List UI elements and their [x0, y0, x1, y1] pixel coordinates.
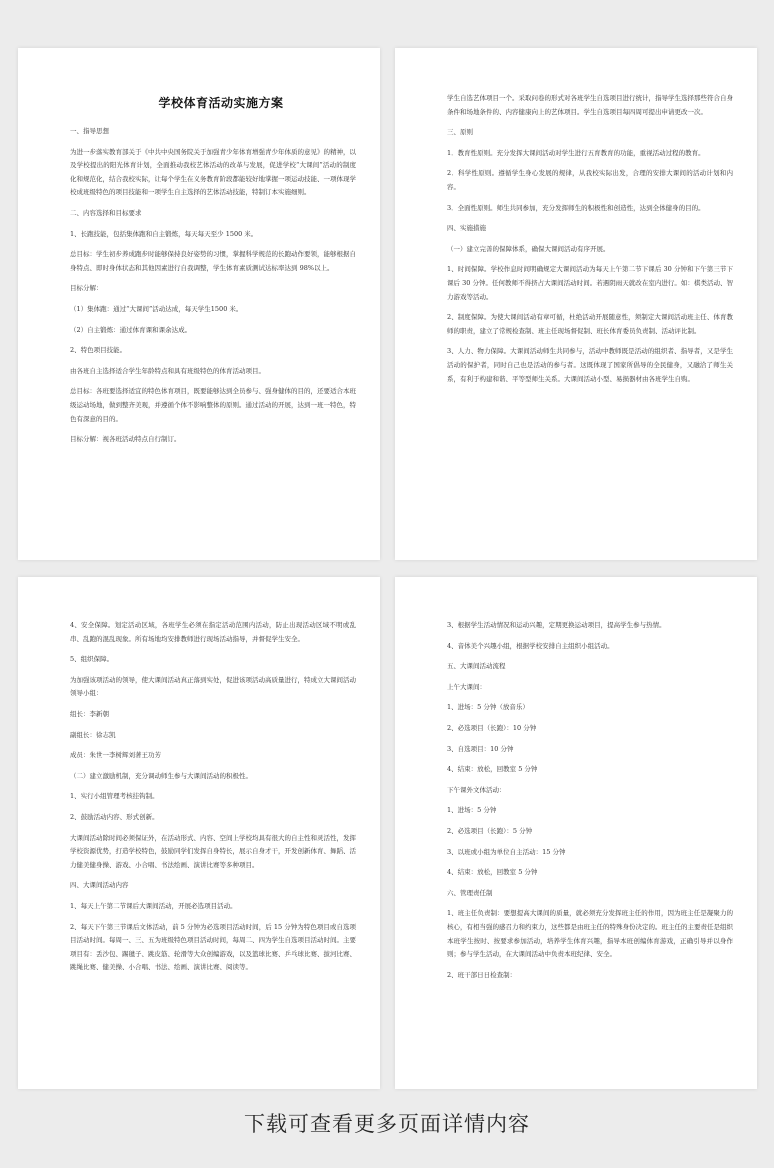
paragraph: 4、安全保障。划定活动区域，各班学生必须在指定活动范围内活动，防止出现活动区域不明或乱串、乱跑的混乱现象。所有场地均安排教师进行现场活动指导，并督促学生安全。	[70, 621, 356, 643]
paragraph: 上午大课间：	[447, 682, 486, 691]
paragraph: 3、根据学生活动情况和运动兴趣，定期更换运动项目，提高学生参与热情。	[447, 621, 666, 629]
paragraph: 五、大课间活动流程	[447, 662, 506, 671]
paragraph: 六、管理责任制	[447, 888, 493, 897]
paragraph: 三、原则	[447, 128, 473, 137]
paragraph: 四、实施措施	[447, 224, 486, 233]
document-title: 学校体育活动实施方案	[158, 96, 284, 110]
paragraph: 3、人力、物力保障。大课间活动师生共同参与，活动中教师既是活动的组织者、指导者，又是学生活动的保护者，同时自己也是活动的参与者。这既体现了国家所倡导的全民健身，又融洽了师生关系，有利于构建和谐、平等型师生关系。大课间活动小型、易损器材由各班学生自购。	[447, 347, 733, 383]
paragraph: 目标分解：	[70, 284, 103, 293]
paragraph: 由各班自主选择适合学生年龄特点和具有班级特色的体育活动项目。	[70, 366, 265, 375]
paragraph: 2、鼓励活动内容、形式创新。	[70, 812, 159, 821]
paragraph: 1、实行小组管理考核挂钩制。	[70, 792, 159, 801]
paragraph: 2．科学性原则。遵循学生身心发展的规律，从我校实际出发，合理的安排大课间的活动计划和内容。	[447, 169, 733, 191]
paragraph: （2）自主锻炼：通过体育课和课余达成。	[70, 325, 192, 334]
document-page-2	[395, 48, 757, 560]
paragraph: 2、每天下午第三节课后文体活动，前 5 分钟为必选项目活动时间，后 15 分钟为特色项目或自选项目活动时间。每周一、三、五为班级特色项目活动时间，每周二、四为学生自选项目活动时间。主要项目有：丢沙包、踢毽子、跳皮筋、轮滑等大众创编游戏，以及篮球比赛、乒乓球比赛、拔河比赛、跳绳比赛、健美操、小合唱、书法、绘画、演讲比赛、阅读等。	[70, 922, 356, 972]
paragraph: 1、进场：5 分钟（放音乐）	[447, 703, 529, 712]
paragraph: 副组长：徐志凯	[70, 730, 116, 739]
paragraph: 1、长跑技能，包括集体跑和自主锻炼，每天每天至少 1500 米。	[70, 229, 258, 238]
paragraph: 一、指导思想	[70, 127, 109, 135]
paragraph: 为进一步落实教育部关于《中共中央国务院关于加强青少年体育增强青少年体质的意见》的精神，以及学校提出的阳光体育计划，全面推动我校艺体活动的改革与发展，促进学校“大课间”活动的制度化和规范化，结合我校实际，让每个学生在义务教育阶段都能较好地掌握一项运动技能、一项体现学校成班级特色的项目技能和一项学生自主选择的艺体活动技能，特制订本实施细则。	[70, 147, 356, 197]
paragraph: 2、特色项目技能。	[70, 346, 127, 355]
download-prompt[interactable]: 下载可查看更多页面详情内容	[244, 1112, 530, 1136]
paragraph: 3、以班或小组为单位自主活动：15 分钟	[447, 847, 566, 856]
paragraph: 2、制度保障。为使大课间活动有章可循，杜绝活动开展随意性，须制定大课间活动班主任、体育教师的职责，建立了常规检查制、班主任现场督促制、班长体育委员负责制、活动评比制。	[447, 313, 733, 335]
paragraph: 为加强该项活动的领导，使大课间活动真正落到实处，促进该项活动高质量进行，特成立大课间活动领导小组：	[70, 675, 356, 698]
paragraph: 1、进场：5 分钟	[447, 806, 497, 815]
paragraph: （二）建立激励机制，充分调动师生参与大课间活动的积极性。	[70, 771, 252, 780]
paragraph: 4、结束：放松，回教室 5 分钟	[447, 868, 538, 877]
paragraph: 组长：李新朝	[70, 709, 109, 718]
paragraph: 学生自选艺体项目一个。采取问卷的形式对各班学生自选项目进行统计，指导学生选择那些符合自身条件和场地条件的、内容健康向上的艺体项目。学生自选项目每四周可提出申请更改一次。	[447, 94, 733, 116]
paragraph: 总目标：各班要选择适宜的特色体育项目，既要能够达到全员参与、强身健体的目的，还要适合本班级运动场地，做到整齐美观，并遵循个体不影响整体的原则。通过活动的开展，达到一班一特色，特色有深意的目的。	[70, 387, 356, 423]
paragraph: （1）集体跑：通过“大课间”活动达成，每天学生1500 米。	[70, 304, 243, 313]
paragraph: 大课间活动除时间必须保证外，在活动形式、内容、空间上学校均具有很大的自主性和灵活性，发挥学校资源优势，打造学校特色，鼓励同学们发挥自身特长，展示自身才干，开发创新体育、舞蹈、活力健美健身操、游戏、小合唱、书法绘画、演讲比赛等多种项目。	[70, 833, 356, 869]
paragraph: 1、班主任负责制：要想提高大课间的质量，就必须充分发挥班主任的作用，因为班主任是凝聚力的核心，有相当强的感召力和约束力，这些都是由班主任的特殊身份决定的。班主任的主要责任是组织本班学生按时、按要求参加活动，培养学生体育兴趣，指导本班创编体育游戏，正确引导并以身作则；参与学生活动，在大课间活动中负责本班纪律、安全。	[447, 909, 733, 959]
paragraph: 1．教育性原则。充分发挥大课间活动对学生进行五育教育的功能，重视活动过程的教育。	[447, 148, 705, 157]
paragraph: 4、结束：放松，回教室 5 分钟	[447, 765, 538, 774]
paragraph: 成员：朱世一李树辉刘著王功芳	[70, 751, 161, 760]
paragraph: 3．全面性原则。师生共同参加，充分发挥师生的积极性和创造性，达到全体健身的目的。	[447, 203, 705, 212]
paragraph: 总目标：学生初步养成跑步时能够保持良好姿势的习惯，掌握科学规范的长跑动作要领，能够根据自身特点、即时身体状态和其他因素进行自我调整，学生体育素质测试达标率达到 98%以上。	[70, 250, 356, 272]
paragraph: 1、时间保障。学校作息时间明确规定大课间活动为每天上午第二节下课后 30 分钟和下午第三节下课后 30 分钟。任何教师不得挤占大课间活动时间。若遇阴雨天就改在室内进行。如：棋类活动、智力游戏等活动。	[447, 265, 733, 301]
paragraph: 2、必选项目（长跑）：10 分钟	[447, 723, 537, 732]
document-page-3	[18, 577, 380, 1089]
paragraph: 3、自选项目：10 分钟	[447, 744, 514, 753]
paragraph: 下午课外文体活动：	[447, 785, 506, 794]
paragraph: （一）建立完善的保障体系，确保大课间活动有序开展。	[447, 244, 610, 253]
paragraph: 4、音体美个兴趣小组，根据学校安排自主组织小组活动。	[447, 641, 614, 650]
paragraph: 2、必选项目（长跑）：5 分钟	[447, 826, 533, 835]
paragraph: 2、班干部日日检查制：	[447, 970, 517, 979]
paragraph: 二、内容选择和目标要求	[70, 208, 142, 217]
paragraph: 四、大课间活动内容	[70, 881, 129, 890]
paragraph: 目标分解：视各班活动特点自行制订。	[70, 435, 181, 444]
document-page-1	[18, 48, 380, 560]
paragraph: 5、组织保障。	[70, 655, 114, 664]
paragraph: 1、每天上午第二节课后大课间活动，开展必选项目活动。	[70, 901, 237, 910]
document-page-4	[395, 577, 757, 1089]
